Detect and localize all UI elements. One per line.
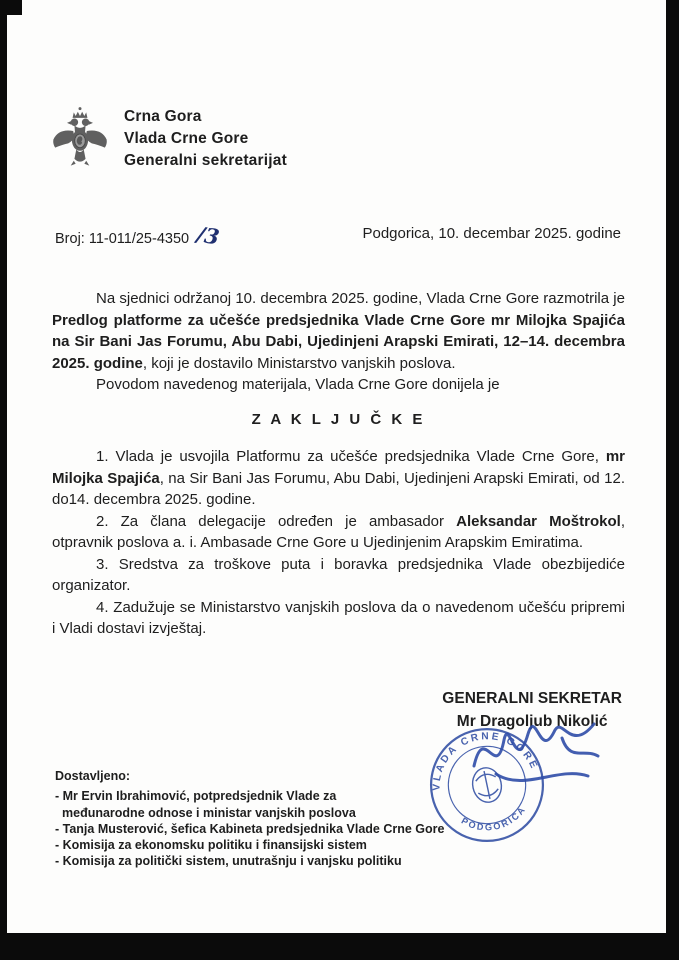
reference-row [55,220,621,250]
conclusion-item-2 [52,511,625,554]
document-body [52,288,625,640]
item2-text-2: , otpravnik poslova a. i. Ambasade Crne Gore u Ujedinjenim Arapskim Emiratima. [52,512,625,551]
distribution-list [55,768,444,870]
intro-paragraph [52,288,625,374]
handwritten-number: /3 [195,221,222,250]
signoff-name: Mr Dragoljub Nikolić [456,713,608,730]
conclusion-item-1 [52,446,625,511]
reference-number [55,220,222,250]
letterhead-country: Crna Gora [124,108,202,125]
stamp-arc-bottom-text: PODGORICA [459,803,529,833]
scan-edge-right [666,0,679,960]
intro-bold-title: Predlog platforme za učešće predsjednika Vlade Crne Gore mr Milojka Spajića na Sir Bani Jas Forumu, Abu Dabi, Ujedinjeni Arapski Emirati, 12–14. decembra 2025. godine [52,311,625,372]
scan-corner-mark [0,0,22,15]
distribution-item: - Mr Ervin Ibrahimović, potpredsjednik Vlade za [55,789,337,804]
distribution-item-continuation: međunarodne odnose i ministar vanjskih poslova [62,805,356,820]
item1-bold-name: mr Milojka Spajića [52,448,625,487]
distribution-item: - Komisija za politički sistem, unutrašnju i vanjsku politiku [55,854,402,869]
svg-text:PODGORICA [458,802,531,838]
letterhead-text [124,106,287,172]
conclusion-item-4: 4. Zadužuje se Ministarstvo vanjskih poslova da o navedenom učešću pripremi i Vladi dostavi izvještaj. [52,598,625,637]
place-date: Podgorica, 10. decembar 2025. godine [362,225,621,242]
distribution-item: - Tanja Musterović, šefica Kabineta predsjednika Vlade Crne Gore [55,821,445,836]
signoff-title: GENERALNI SEKRETAR [442,690,622,707]
intro-text-1: Na sjednici održanoj 10. decembra 2025. godine, Vlada Crne Gore razmotrila je [96,290,625,307]
intro-text-2: , koji je dostavilo Ministarstvo vanjskih poslova. [142,354,456,372]
letterhead-government: Vlada Crne Gore [124,130,249,147]
item1-text-2: , na Sir Bani Jas Forumu, Abu Dabi, Ujedinjeni Arapski Emirati, od 12. do14. decembra 2025. godine. [52,469,625,508]
montenegro-coat-of-arms-icon [49,104,111,174]
conclusion-item-3: 3. Sredstva za troškove puta i boravka predsjednika Vlade obezbijediće organizator. [52,555,625,594]
reference-number-text: Broj: 11-011/25-4350 [55,231,190,247]
item1-text-1: 1. Vlada je usvojila Platformu za učešće predsjednika Vlade Crne Gore, [96,448,606,465]
item2-text-1: 2. Za člana delegacije određen je ambasador [96,512,457,530]
conclusions-heading: Z A K L J U Č K E [251,410,426,428]
stamp-arc-top-text: VLADA CRNE GORE [431,731,540,791]
lead-paragraph: Povodom navedenog materijala, Vlada Crne Gore donijela je [96,376,500,393]
handwritten-signature [466,704,618,804]
letterhead-department: Generalni sekretarijat [124,152,287,169]
scan-edge-left [0,0,7,960]
letterhead [49,104,287,174]
distribution-label: Dostavljeno: [55,769,131,783]
scan-edge-bottom [0,933,679,960]
distribution-item: - Komisija za ekonomsku politiku i finansijski sistem [55,838,367,853]
item2-bold-name: Aleksandar Moštrokol [456,512,621,530]
